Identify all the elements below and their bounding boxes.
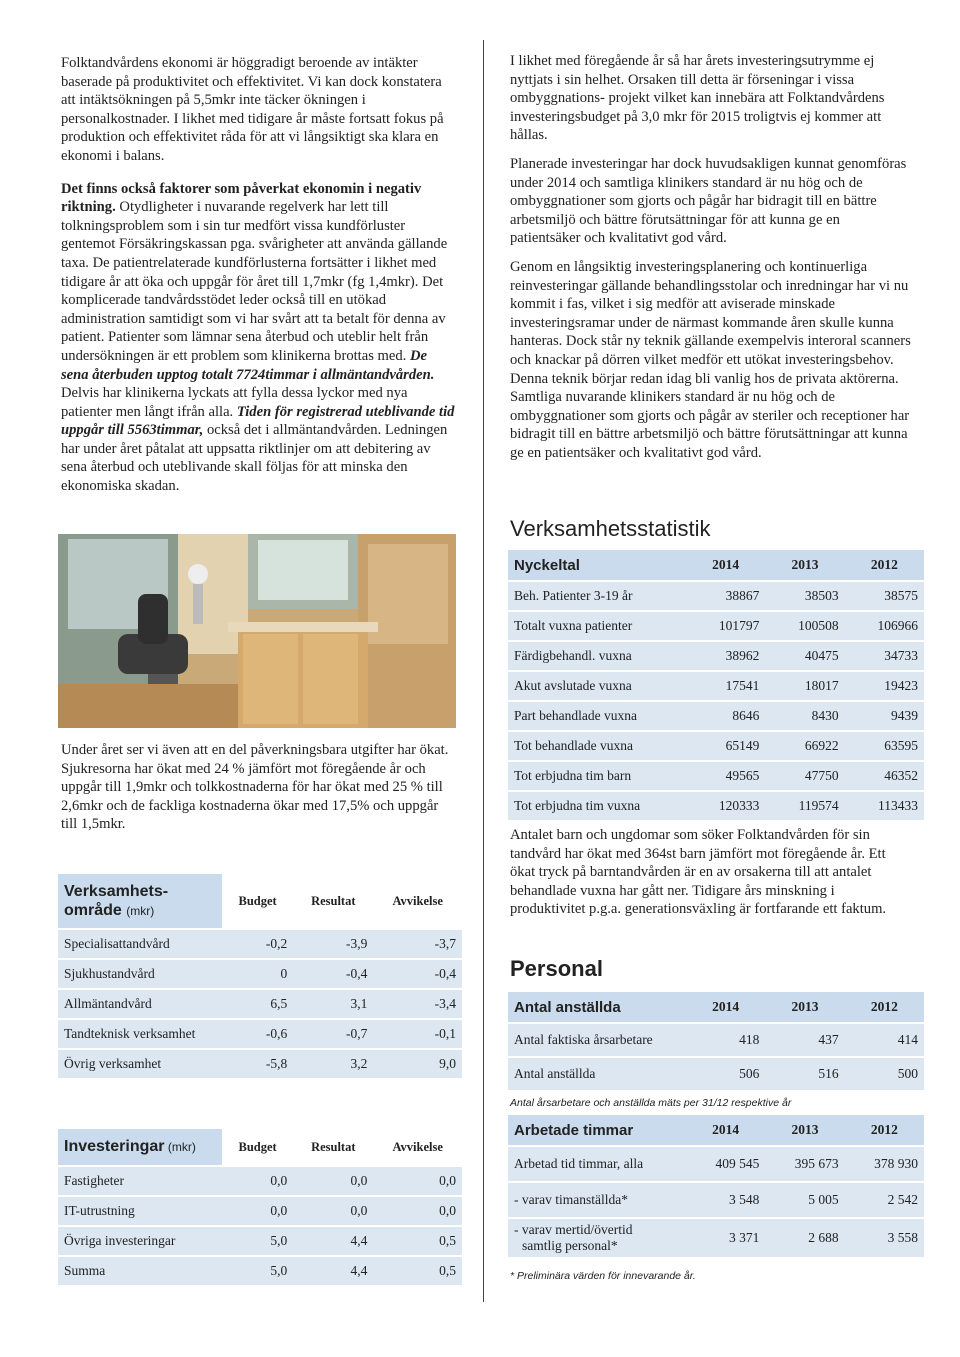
row-resultat: 4,4	[350, 1233, 368, 1248]
row-2012: 500	[897, 1066, 918, 1081]
year-2014: 2014	[712, 1122, 740, 1137]
table-row	[508, 612, 924, 640]
row-label: Antal faktiska årsarbetare	[514, 1032, 653, 1047]
verksamhet-title-cell	[58, 874, 222, 928]
paragraph-langsiktig: Genom en långsiktig investeringsplanering och kontinuerliga reinvesteringar gällande behandlingsstolar och inredningar har vi nu kommit i fas, vilket i sig medför att aviserade minskade investeringsramar under de närmast kommande åren skulle kunna hanteras. Dock står ny teknik gällande exempelvis interoral scanners och knackar på dörren vilket medför ett utökat investeringsbehov. Denna teknik börjar redan idag bli vanlig hos de privata aktörerna. Samtliga nuvarande klinikers standard är nu hög och de ombyggnationer som gjorts och pågår av steriler och receptioner har bidragit till en bättre arbetsmiljö och bättre förutsättningar att kunna ge en patientsäker och kvalitativt god vård.	[510, 258, 911, 461]
row-label: Tandteknisk verksamhet	[64, 1026, 196, 1041]
row-2013: 66922	[804, 738, 839, 753]
row-2012: 2 542	[887, 1192, 918, 1207]
table-row	[508, 762, 924, 790]
investeringar-col-resultat: Resultat	[311, 1139, 356, 1154]
investeringar-unit: (mkr)	[167, 1140, 196, 1154]
row-label: Totalt vuxna patienter	[514, 618, 633, 633]
table-row	[508, 672, 924, 700]
investeringar-col-budget: Budget	[238, 1139, 277, 1154]
row-label: Tot erbjudna tim vuxna	[514, 798, 641, 813]
row-budget: 5,0	[270, 1233, 288, 1248]
row-label: IT-utrustning	[64, 1203, 135, 1218]
row-2014: 3 371	[728, 1230, 760, 1245]
verksamhet-unit: (mkr)	[126, 903, 155, 918]
row-label: Sjukhustandvård	[64, 966, 155, 981]
table-row	[58, 1167, 462, 1195]
year-2012: 2012	[870, 557, 898, 572]
row-resultat: -0,4	[345, 966, 368, 981]
investeringar-title-cell	[58, 1129, 222, 1165]
table-row	[508, 702, 924, 730]
row-2013: 5 005	[808, 1192, 839, 1207]
verksamhet-col-budget: Budget	[238, 893, 277, 908]
table-row	[58, 1227, 462, 1255]
row-label: Tot behandlade vuxna	[514, 738, 634, 753]
left-column-text-2	[61, 741, 456, 844]
row-budget: 0,0	[270, 1203, 288, 1218]
right-column-text-2	[510, 826, 912, 929]
paragraph-utgifter: Under året ser vi även att en del påverkningsbara utgifter har ökat. Sjukresorna har ökat med 24 % jämfört mot föregående år och uppgår till 1,9mkr och tolkkostnaderna för har ökat med 25 % till 2,6mkr och de fackliga kostnaderna ökar med 17,5% och uppgår till 1,5mkr.	[61, 742, 449, 833]
section-heading-negative: Det finns också faktorer som påverkat ekonomin i negativ riktning.	[61, 180, 422, 216]
anstallda-note: Antal årsarbetare och anställda mäts per 31/12 respektive år	[510, 1097, 792, 1109]
row-avvikelse: -0,4	[434, 966, 456, 981]
clinic-photo-illustration	[58, 534, 456, 728]
row-budget: -5,8	[265, 1056, 288, 1071]
timmar-title: Arbetade timmar	[514, 1121, 634, 1139]
table-row	[508, 1219, 924, 1257]
row-2013: 100508	[798, 618, 839, 633]
row-2012: 113433	[878, 798, 918, 813]
verksamhet-table	[58, 872, 462, 1080]
paragraph-negative-factors	[61, 180, 456, 496]
row-resultat: -0,7	[345, 1026, 368, 1041]
text-sena-aterbud: De sena återbuden upptog totalt 7724timmar i allmäntandvården.	[61, 347, 435, 383]
row-budget: 0	[280, 966, 288, 981]
row-avvikelse: -0,1	[434, 1026, 456, 1041]
table-row	[58, 1020, 462, 1048]
row-avvikelse: 0,5	[439, 1263, 456, 1278]
row-2012: 414	[897, 1032, 918, 1047]
row-label: Beh. Patienter 3-19 år	[514, 588, 633, 603]
section-heading-statistik: Verksamhetsstatistik	[510, 516, 711, 541]
table-row	[58, 960, 462, 988]
paragraph-investering: I likhet med föregående år så har årets investeringsutrymme ej nyttjats i sin helhet. Orsaken till detta är förseningar i vissa ombyggnations- projekt vilket kan innebära att Folktandvårdens investeringsbudget på 3,0 mkr för 2015 troligtvis ej kommer att hållas.	[510, 53, 885, 144]
row-label	[508, 1219, 686, 1257]
investeringar-title: Investeringar	[64, 1138, 165, 1155]
row-2014: 8646	[732, 708, 760, 723]
table-row	[508, 642, 924, 670]
row-resultat: 0,0	[350, 1203, 368, 1218]
table-row	[58, 930, 462, 958]
table-row	[58, 1257, 462, 1285]
row-label-line-2: samtlig personal*	[522, 1238, 618, 1253]
year-2013: 2013	[791, 557, 819, 572]
row-2013: 2 688	[808, 1230, 839, 1245]
row-label: Arbetad tid timmar, alla	[514, 1156, 644, 1171]
anstallda-title: Antal anställda	[514, 998, 621, 1016]
nyckeltal-table	[508, 548, 924, 822]
row-2012: 34733	[884, 648, 918, 663]
row-2014: 120333	[718, 798, 760, 813]
row-label: Övriga investeringar	[64, 1233, 176, 1248]
row-2013: 437	[818, 1032, 839, 1047]
row-budget: -0,6	[265, 1026, 288, 1041]
verksamhet-title-a: Verksamhets-	[64, 882, 169, 900]
section-heading-personal: Personal	[510, 956, 603, 981]
row-2013: 18017	[804, 678, 839, 693]
row-avvikelse: -3,7	[434, 936, 456, 951]
row-label: Allmäntandvård	[64, 996, 152, 1011]
table-row	[508, 792, 924, 820]
row-2014: 506	[739, 1066, 760, 1081]
table-row	[508, 732, 924, 760]
left-column-text	[61, 54, 456, 506]
row-avvikelse: 9,0	[439, 1056, 456, 1071]
row-label: Övrig verksamhet	[64, 1056, 162, 1071]
row-label: Part behandlade vuxna	[514, 708, 637, 723]
row-2013: 8430	[811, 708, 839, 723]
row-label: Specialisattandvård	[64, 936, 170, 951]
row-2014: 65149	[725, 738, 760, 753]
anstallda-table	[508, 990, 924, 1092]
row-budget: 6,5	[270, 996, 288, 1011]
table-row	[58, 990, 462, 1018]
row-2014: 38962	[725, 648, 760, 663]
row-budget: -0,2	[265, 936, 288, 951]
row-2012: 38575	[884, 588, 918, 603]
row-2014: 409 545	[715, 1156, 760, 1171]
row-2012: 19423	[884, 678, 918, 693]
text-otydligheter: Otydligheter i nuvarande regelverk har lett till tolkningsproblem som i sin tur medfört vissa kundförluster gentemot Försäkringskassan pga. svårigheter att använda gällande taxa. De patientrelaterade kundförlusterna fortsätter i likhet med tidigare år att öka och uppgår för året till 1,7mkr (fg 1,4mkr). Det komplicerade tandvårdsstödet leder också till en utökad administration samtidigt som vi har svårt att ta betalt för denna av patient. Patienter som lämnar sena återbud och uteblir helt från undersökningen är ett problem som klinikerna brottas med.	[61, 199, 448, 364]
clinic-photo	[58, 534, 456, 728]
table-row	[508, 1024, 924, 1056]
investeringar-table	[58, 1127, 462, 1287]
row-budget: 5,0	[270, 1263, 288, 1278]
nyckeltal-title: Nyckeltal	[514, 556, 580, 574]
table-row	[58, 1197, 462, 1225]
year-2014: 2014	[712, 557, 740, 572]
column-divider	[483, 40, 484, 1302]
verksamhet-col-resultat: Resultat	[311, 893, 356, 908]
row-2014: 38867	[725, 588, 760, 603]
row-2013: 38503	[804, 588, 839, 603]
row-2014: 3 548	[728, 1192, 760, 1207]
timmar-title-cell	[508, 1115, 686, 1145]
row-2014: 101797	[718, 618, 760, 633]
row-2013: 516	[818, 1066, 839, 1081]
row-label-line-1: - varav mertid/övertid	[514, 1222, 633, 1237]
row-2012: 106966	[877, 618, 918, 633]
text-ledningen: också det i allmäntandvården. Ledningen har under året påtalat att uppsatta riktlinjer om att debitering av sena återbud och uteblivande skall följas för att minska den ekonomiska skadan.	[61, 422, 448, 495]
row-avvikelse: 0,5	[439, 1233, 456, 1248]
row-label: Tot erbjudna tim barn	[514, 768, 632, 783]
row-resultat: 0,0	[350, 1173, 368, 1188]
table-row	[508, 1147, 924, 1181]
row-budget: 0,0	[270, 1173, 288, 1188]
timmar-note: * Preliminära värden för innevarande år.	[510, 1270, 696, 1282]
verksamhet-col-avvikelse: Avvikelse	[392, 893, 443, 908]
row-resultat: 4,4	[350, 1263, 368, 1278]
row-2013: 40475	[804, 648, 839, 663]
row-label: Fastigheter	[64, 1173, 124, 1188]
row-2014: 49565	[725, 768, 760, 783]
row-2013: 119574	[798, 798, 839, 813]
row-2012: 46352	[884, 768, 918, 783]
row-2012: 378 930	[874, 1156, 918, 1171]
paragraph-barn: Antalet barn och ungdomar som söker Folktandvården för sin tandvård har ökat med 364st barn jämfört mot föregående år. Ett ökat tryck på barntandvården är en av orsakerna till att antalet behandlade vuxna har gått ner. Tidigare års minskning i produktivitet p.g.a. generationsväxling är fortfarande ett faktum.	[510, 827, 887, 918]
text-delvis: Delvis har klinikerna lyckats att fylla dessa lyckor med nya patienter men långt ifrån alla.	[61, 385, 408, 420]
row-label: Antal anställda	[514, 1066, 596, 1081]
table-row	[508, 582, 924, 610]
row-avvikelse: 0,0	[439, 1203, 456, 1218]
anstallda-title-cell	[508, 992, 686, 1022]
row-resultat: -3,9	[345, 936, 368, 951]
paragraph-planerade: Planerade investeringar har dock huvudsakligen kunnat genomföras under 2014 och samtliga klinikers standard är nu hög och de ombyggnationer som gjorts och pågår har bidragit till en bättre arbetsmiljö och bättre förutsättningar för att kunna ge en patientsäker och kvalitativt god vård.	[510, 155, 907, 247]
row-label: - varav timanställda*	[514, 1192, 628, 1207]
investeringar-col-avvikelse: Avvikelse	[392, 1139, 443, 1154]
text-uteblivande-tid: Tiden för registrerad uteblivande tid uppgår till 5563timmar,	[61, 403, 455, 439]
row-resultat: 3,2	[350, 1056, 368, 1071]
year-2012: 2012	[870, 999, 898, 1014]
row-label: Summa	[64, 1263, 106, 1278]
table-row	[58, 1050, 462, 1078]
row-2013: 395 673	[794, 1156, 839, 1171]
verksamhet-title-b: område	[64, 901, 122, 919]
row-avvikelse: 0,0	[439, 1173, 456, 1188]
year-2012: 2012	[870, 1122, 898, 1137]
nyckeltal-title-cell	[508, 550, 686, 580]
right-column-text	[510, 52, 912, 472]
row-avvikelse: -3,4	[434, 996, 456, 1011]
row-2012: 9439	[891, 708, 918, 723]
row-2014: 418	[739, 1032, 760, 1047]
row-label: Akut avslutade vuxna	[514, 678, 632, 693]
year-2013: 2013	[791, 999, 819, 1014]
row-2013: 47750	[804, 768, 839, 783]
year-2014: 2014	[712, 999, 740, 1014]
year-2013: 2013	[791, 1122, 819, 1137]
paragraph-economy: Folktandvårdens ekonomi är höggradigt beroende av intäkter baserade på produktivitet och effektivitet. Vi kan dock konstatera att intäktsökningen på 5,5mkr inte täcker ökningen i personalkostnader. I likhet med tidigare år måste fortsatt fokus på produktion och effektivitet råda för att vi långsiktigt ska klara en ekonomi i balans.	[61, 55, 444, 164]
row-label: Färdigbehandl. vuxna	[514, 648, 632, 663]
row-2014: 17541	[725, 678, 760, 693]
timmar-table	[508, 1113, 924, 1259]
row-2012: 3 558	[887, 1230, 918, 1245]
row-resultat: 3,1	[350, 996, 368, 1011]
row-2012: 63595	[884, 738, 918, 753]
table-row	[508, 1058, 924, 1090]
table-row	[508, 1183, 924, 1217]
